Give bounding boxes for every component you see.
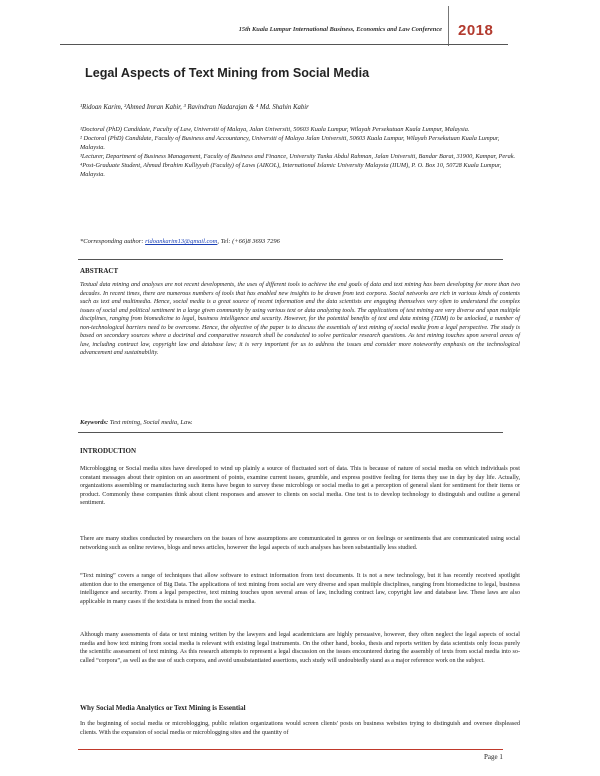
introduction-heading: INTRODUCTION — [80, 447, 137, 455]
page-number: Page 1 — [484, 753, 503, 761]
paper-title: Legal Aspects of Text Mining from Social Media — [85, 66, 370, 80]
author-email-link[interactable]: ridoankarim13@gmail.com — [145, 238, 218, 245]
intro-paragraph-3: “Text mining” covers a range of techniques that allow software to extract information from text documents. It is not a new technology, but it has recently received spotlight attention due to the emergence of Big Data. The applications of text mining from social are very diverse and span multiple disciplines, ranging from biomedicine to legal, business intelligence and security. From a legal perspective, text mining touches upon several areas of law, including contract law, copyright law and database law. These laws are also applicable in many cases if the text/data is mined from the social media. — [80, 573, 520, 605]
abstract-heading: ABSTRACT — [80, 267, 119, 275]
footer-rule — [78, 749, 503, 750]
author-list: ¹Ridoan Karim, ²Ahmed Imran Kabir, ³ Ravindran Nadarajan & ⁴ Md. Shahin Kabir — [80, 104, 309, 111]
conference-header: 15th Kuala Lumpur International Business, Economics and Law Conference — [238, 26, 442, 33]
intro-paragraph-1: Microblogging or Social media sites have developed to wind up plainly a source of fluctuated sort of data. This is because of nature of social media on which individuals post constant messages about their opinion on an assortment of points, examine current issues, grumble, and express positive feeling for items they use in day by day life. Actually, organizations assembling or manufacturing such items have begun to survey these microblogs or social media to get a perception of general slant for sentiment for their items or product. Commonly these companies think about client responses and answer to clients on social media. One test is to develop technology to distinguish and outline a general sentiment. — [80, 466, 520, 507]
corresponding-tel: , Tel: (+66)8 3693 7296 — [217, 238, 280, 245]
affiliation-3: ³Lecturer, Department of Business Management, Faculty of Business and Finance, University Tunku Abdul Rahman, Jalan Universiti, Bandar Barat, 31900, Kampar, Perak. — [80, 153, 516, 160]
keywords-text: Text mining, Social media, Law. — [108, 419, 193, 426]
intro-paragraph-2: There are many studies conducted by researchers on the issues of how assumptions are communicated in genres or on feelings or sentiments that are communicated using social networking such as online reviews, blogs and news articles, however the legal aspects of such analyses has been substantially less studied. — [80, 536, 520, 551]
keywords-label: Keywords: — [80, 419, 109, 426]
keywords-rule — [78, 432, 503, 433]
affiliation-4: ⁴Post-Graduate Student, Ahmad Ibrahim Kulliyyah (Faculty) of Laws (AIKOL), International Islamic University Malaysia (IIUM), P. O. Box 10, 50728 Kuala Lumpur, Malaysia. — [80, 162, 502, 178]
keywords-line — [80, 419, 193, 426]
abstract-text: Textual data mining and analyses are not recent developments, the uses of different tools to achieve the end goals of data and text mining has been developing for more than two decades. In recent times, there are numerous numbers of tools that has enabled new insights to be drawn from text corpora. Social networks are rich in various kinds of contents such as text and multimedia. Hence, social media is a great source of recent information and the data scientists are engaging themselves very often to understand the complex issues of social and political sentiment in a large given community by using various text or data analyzing tools. The applications of text mining are very diverse and span multiple disciplines, ranging from biomedicine to legal, business intelligence and security. However, for the potential benefits of text and data mining (TDM) to be unlocked, a number of non-technological barriers need to be overcome. Hence, the objective of the paper is to discuss the essentials of text mining of social media from a legal perspective. The study is based on secondary sources where a doctrinal and comparative research shall be conducted to solve particular research questions. As text mining touches upon several areas of law, including contract law, copyright law and database law; it is very important for us to address the issues and consider more noteworthy emphasis on the technological advancement and sustainability. — [80, 282, 520, 356]
header-rule — [60, 44, 508, 45]
header-divider — [448, 6, 449, 46]
abstract-top-rule — [78, 259, 503, 260]
corresponding-prefix: *Corresponding author: — [80, 238, 146, 245]
affiliation-2: ² Doctoral (PhD) Candidate, Faculty of Business and Accountancy, Universiti of Malaya Jalan Universiti, 50603 Kuala Lumpur, Wilayah Persekutuan Kuala Lumpur, Malaysia. — [80, 135, 500, 151]
why-section-paragraph: In the beginning of social media or microblogging, public relation organizations would screen clients' posts on business websites trying to distinguish and oversee displeased clients. With the expansion of social media or microblogging sites and the quantity of — [80, 721, 520, 736]
intro-paragraph-4: Although many assessments of data or text mining written by the lawyers and legal academicians are highly persuasive, however, they often neglect the legal aspects of social media and how text mining from social media is relevant with existing legal instruments. On the other hand, books, thesis and reports written by data scientists only focus purely the scientific assessment of text mining. As this research attempts to represent a legal discussion on the issues encountered during the assembly of texts from social media into so-called “corpora”, as well as the use of such corpora, and avoid unsubstantiated assertions, such study will undoubtedly stand as a major reference work on the subject. — [80, 632, 520, 664]
corresponding-author — [80, 238, 280, 245]
why-section-heading: Why Social Media Analytics or Text Mining is Essential — [80, 704, 246, 712]
affiliations — [80, 125, 520, 179]
conference-year: 2018 — [458, 22, 494, 39]
affiliation-1: ¹Doctoral (PhD) Candidate, Faculty of Law, Universiti of Malaya, Jalan Universiti, 50603 Kuala Lumpur, Wilayah Persekutuan Kuala Lumpur, Malaysia. — [80, 126, 470, 133]
